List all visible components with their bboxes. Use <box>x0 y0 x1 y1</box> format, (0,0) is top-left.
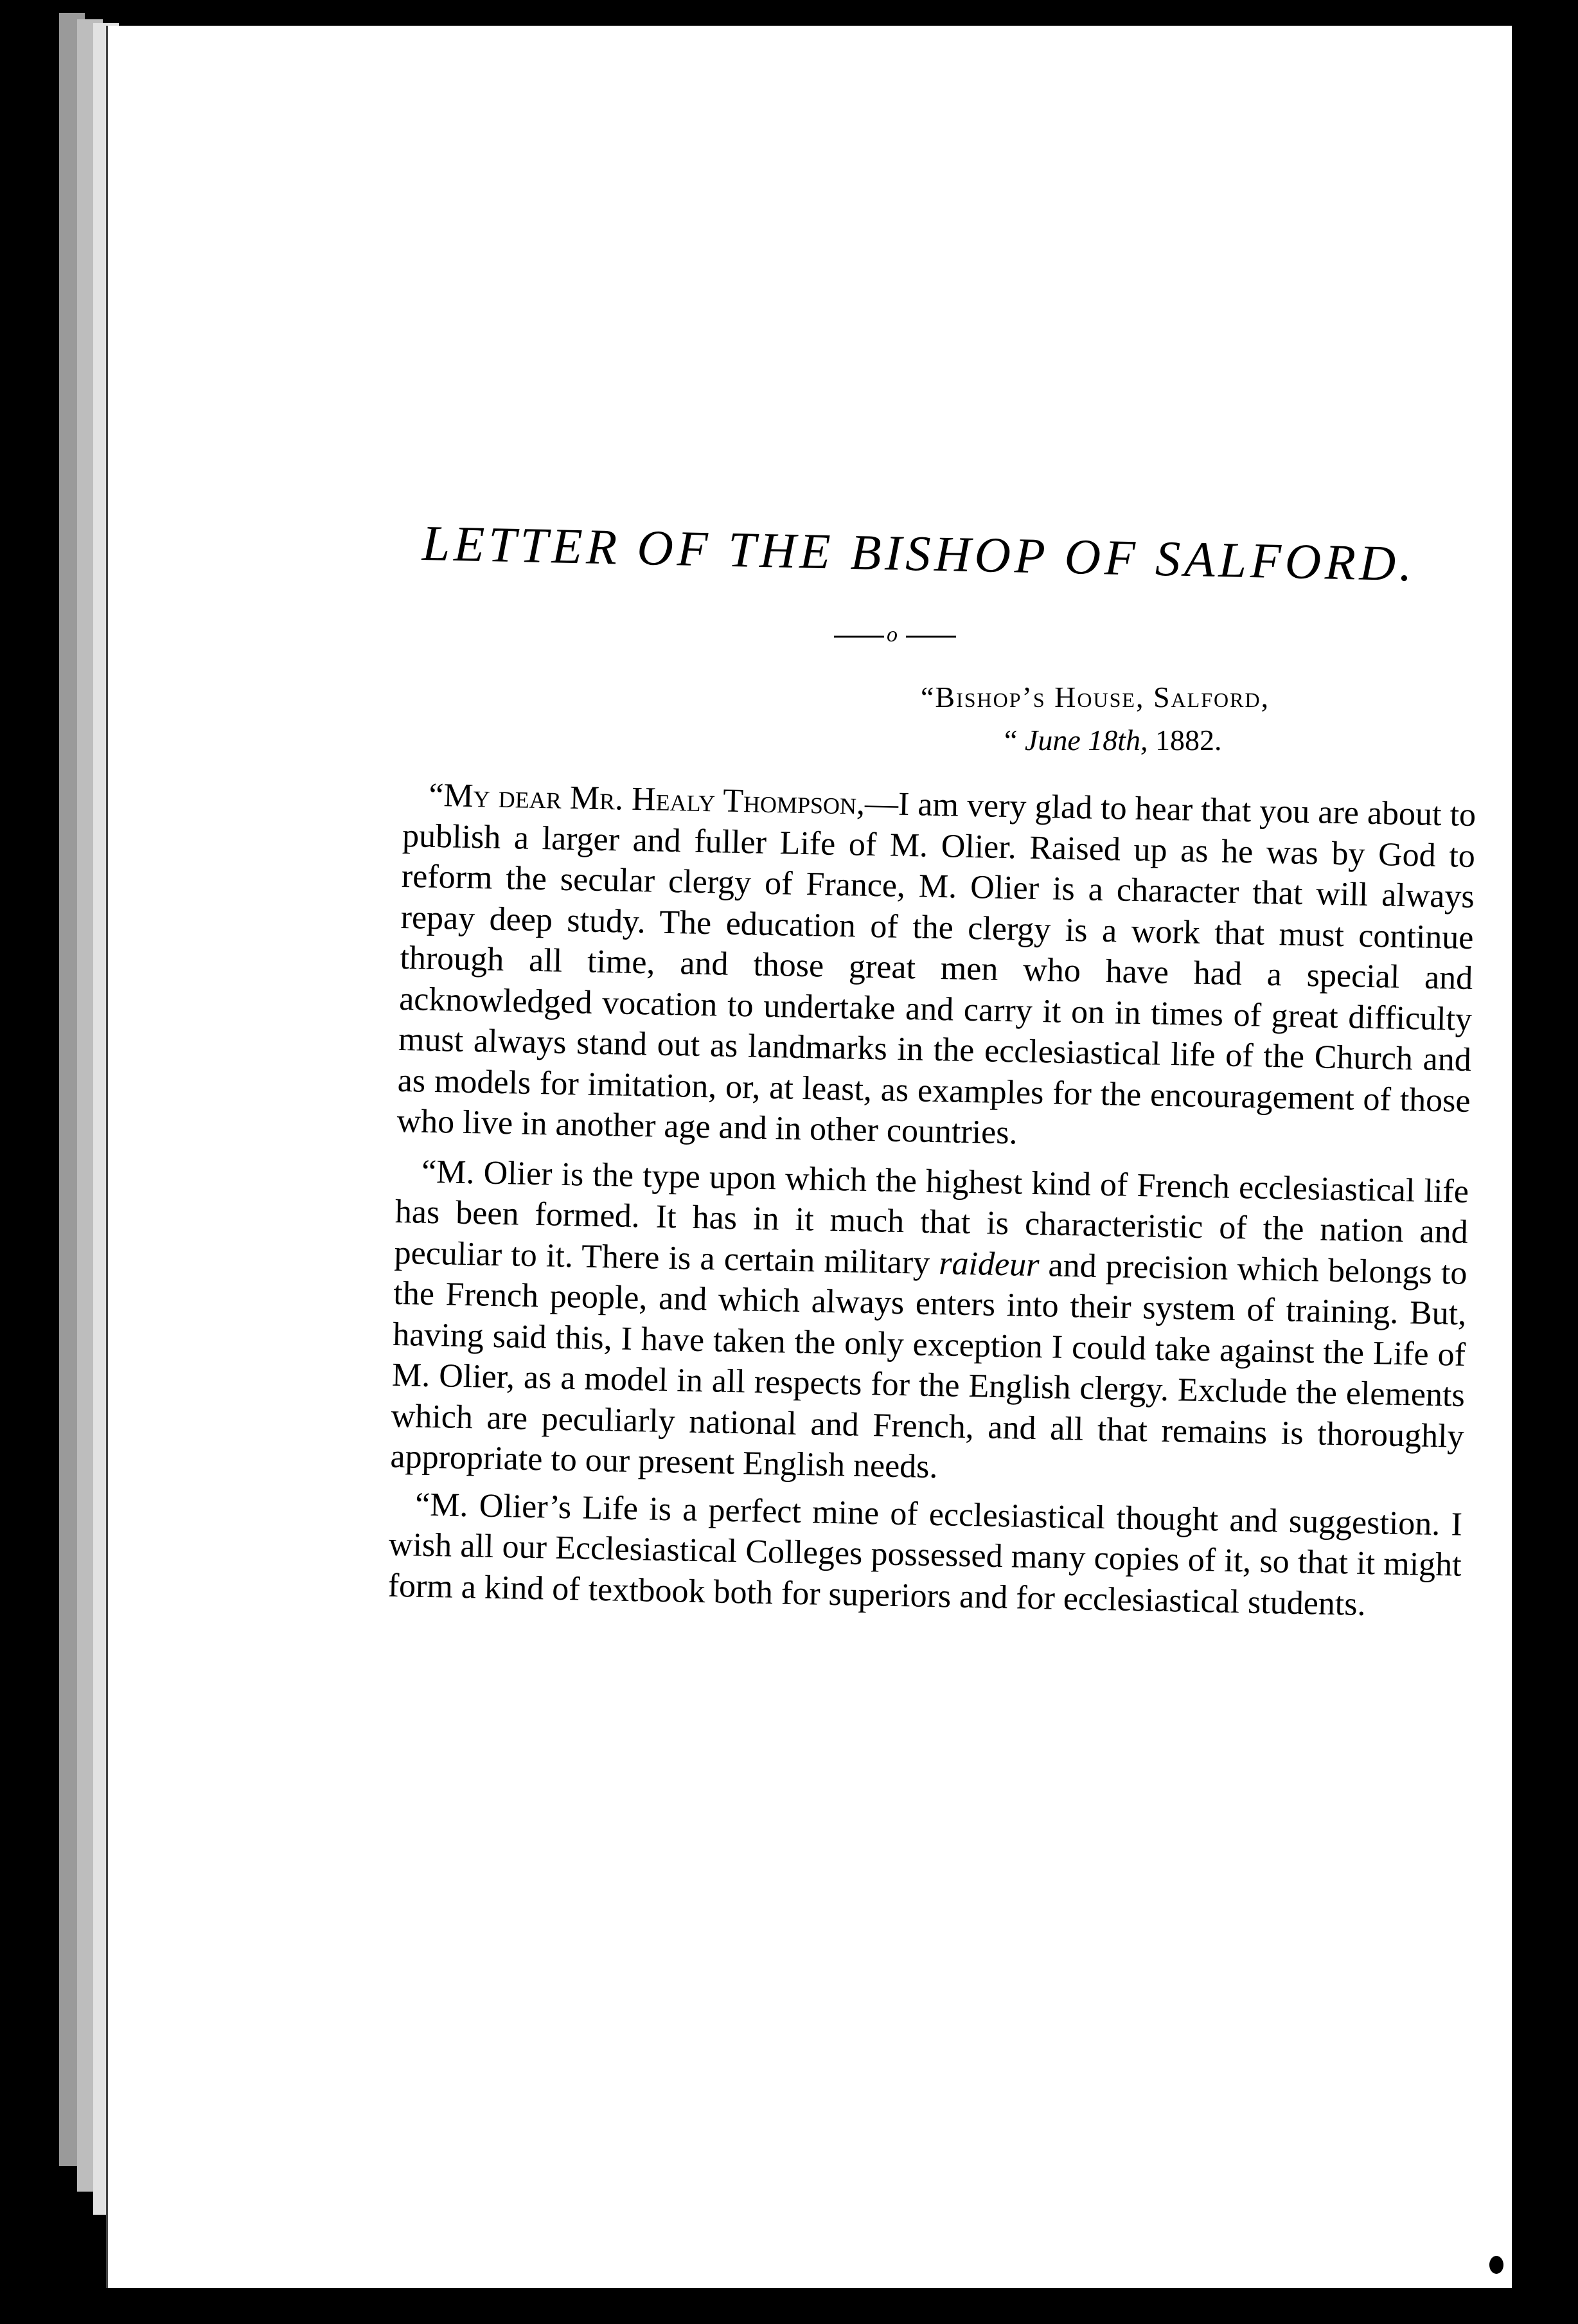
salutation: “My dear Mr. Healy Thompson, <box>428 776 865 822</box>
paragraph-3 <box>387 1483 1462 1627</box>
divider-ornament: o <box>887 623 898 647</box>
scan-speck <box>1489 2256 1503 2274</box>
paragraph-2-text-b: and precision which belongs to the French people, and which always enters into their system of training. But, having said this, I have taken the only exception I could take against the Life of M. Olier, as a model in all respects for the English clergy. Exclude the elements which are peculiarly national and French, and all that remains is thoroughly appropriate to our present English needs. <box>390 1246 1467 1486</box>
paragraph-1 <box>396 774 1476 1162</box>
book-page <box>106 26 1512 2288</box>
date-month-day: June 18th, <box>1024 724 1148 756</box>
letter-date <box>1004 723 1222 757</box>
date-quote: “ <box>1004 724 1018 756</box>
date-year: 1882. <box>1155 724 1222 756</box>
paragraph-3-text: “M. Olier’s Life is a perfect mine of ecclesiastical thought and suggestion. I wish all our Ecclesiastical Colleges possessed many copies of it, so that it might form a kind of textbook both for superiors and for ecclesiastical students. <box>387 1486 1463 1623</box>
divider-rule <box>834 636 884 638</box>
paragraph-1-text: —I am very glad to hear that you are about to publish a larger and fuller Life of M. Olier. Raised up as he was by God to reform the secular clergy of France, M. Olier is a character that will always repay deep study. The education of the clergy is a work that must continue through all time, and those great men who have had a special and acknowledged vocation to undertake and carry it on in times of great difficulty must always stand out as landmarks in the ecclesiastical life of the Church and as models for imitation, or, at least, as examples for the encouragement of those who live in another age and in other countries. <box>396 785 1476 1152</box>
divider-rule <box>906 636 956 638</box>
letter-title: LETTER OF THE BISHOP OF SALFORD. <box>421 514 1417 592</box>
paragraph-2-text-a: “M. Olier is the type upon which the highest kind of French ecclesiastical life has been formed. It has in it much that is characteristic of the nation and peculiar to it. There is a certain military <box>394 1153 1469 1282</box>
paragraph-2 <box>390 1150 1469 1497</box>
italic-term: raideur <box>938 1244 1040 1283</box>
ornament-divider <box>834 623 956 647</box>
letter-body <box>387 774 1476 1627</box>
sender-address: “Bishop’s House, Salford, <box>921 681 1270 713</box>
scan-speck <box>230 2294 236 2303</box>
